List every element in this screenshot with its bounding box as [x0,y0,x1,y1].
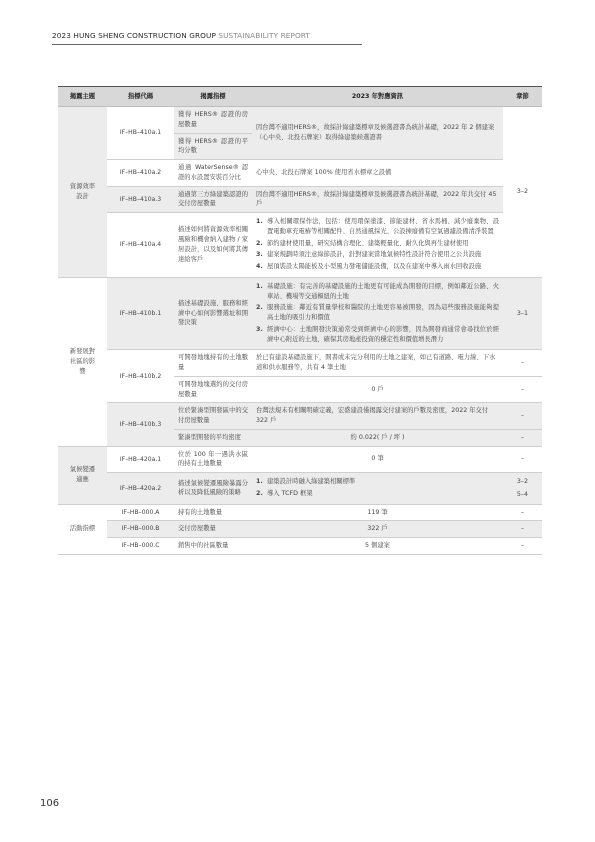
table-row [58,403,542,430]
metric-cell: 描述如何將資源效率相關風險和機會納入建物 / 家居設計，以及如何將其傳達給客戶 [174,213,252,278]
chapter-cell: – [503,376,542,403]
info-cell: 322 戶 [252,521,503,538]
code-cell: IF–HB–410a.1 [107,107,174,160]
list-item [256,262,499,272]
metric-cell: 獲得 HERS® 認證的平均分數 [174,133,252,160]
topic-cell [58,107,107,278]
list-item-text: 節約建材使用量，研究結構合理化、建築輕量化、耐久化與再生建材使用 [267,239,469,247]
code-cell: IF–HB–420a.2 [107,473,174,505]
info-cell: 於已有建設基礎設施下，開書或未完分利用的土地之建案，如已有道路、電力線、下水道和供水服務等，共有 4 筆土地 [252,350,503,377]
code-cell: IF–HB–000.A [107,504,174,521]
list-item-number: 3. [256,325,263,333]
topic-label: 資源效率設計 [69,183,96,200]
info-cell: 0 戶 [252,376,503,403]
chapter-cell: – [503,403,542,430]
list-item-text: 基礎設施：有完善的基礎設施的土地更有可能成為開發的目標，例如鄰近公路、火車站、機場等交通樞紐的土地 [267,282,499,300]
table-header-row [58,87,542,107]
sasb-disclosure-table [58,86,542,555]
info-cell [252,277,503,350]
list-item-text: 建案規劃時須注意綠節設計，針對建案當地氣候特性設計符合使用之公共設施 [267,251,482,259]
table-row [58,107,542,134]
table-row [58,213,542,278]
info-cell: 因台灣不適用HERS®，故採計綠建築標章及候選證書為統計基礎，2022 年共交付 45 戶 [252,186,503,213]
chapter-cell: – [503,446,542,473]
list-item-number: 1. [256,218,263,225]
list-item-number: 4. [256,263,263,270]
list-item-text: 導入相關環保作法，包括：使用環保塗漆、節能建材、省水馬桶、減少廢棄物、設置電動車充電樁等相關配件、自然通風採光、公設揀廢備有空氣過濾設備清淨裝置 [267,218,499,235]
code-cell: IF–HB–000.B [107,521,174,538]
chapter-cell: 3–2 [503,107,542,278]
column-header-topic: 揭露主題 [58,87,107,107]
topic-cell [58,504,107,554]
info-cell: 0 筆 [252,446,503,473]
metric-cell: 獲得 HERS® 認證的房屋數量 [174,107,252,134]
list-item-number: 2. [256,239,263,247]
info-cell [252,213,503,278]
column-header-metric: 揭露指標 [174,87,252,107]
info-cell: 因台灣不適用HERS®，故採計綠建築標章及候選證書為統計基礎，2022 年 2 個建案（心中央、北投石牌案）取得綠建築候選證書 [252,107,503,160]
table-row [58,186,542,213]
report-header [52,31,362,40]
info-cell: 5 個建案 [252,538,503,555]
list-item-text: 屋頂裝設太陽能板及小型風力發電儲能設備，以及在建案中導入雨水回收設施 [267,263,482,270]
list-item-number: 2. [256,304,263,312]
report-header-report: SUSTAINABILITY REPORT [218,31,310,40]
table-row [58,446,542,473]
table-row [58,160,542,187]
info-cell [252,473,503,505]
chapter-cell: – [503,521,542,538]
chapter-cell: – [503,350,542,377]
list-item-number: 2. [256,489,263,497]
list-item [256,477,499,487]
metric-cell: 位於 100 年一遇洪水區的持有土地數量 [174,446,252,473]
table-row [58,538,542,555]
metric-cell: 可開發地塊持有的土地數量 [174,350,252,377]
column-header-code: 指標代碼 [107,87,174,107]
info-cell: 台灣法規未有相關明確定義，宏盛建設僅揭露交付建案的戶數及密度，2022 年交付 322 戶 [252,403,503,430]
table-row [58,350,542,377]
list-item-text: 建築設計時融入綠建築相關標準 [267,478,356,485]
numbered-list [256,282,499,345]
table-row [58,473,542,505]
metric-cell: 通過第三方綠建築認證的交付房屋數量 [174,186,252,213]
numbered-list [256,217,499,272]
metric-cell: 持有的土地數量 [174,504,252,521]
list-item-text: 服務設施：鄰近有質量學校和醫院的土地更容易被開發，因為這些服務設施能夠提高土地的吸引力和價值 [267,304,499,321]
list-item-number: 1. [256,478,263,485]
metric-cell: 通過 WaterSense® 認證的水設置安裝百分比 [174,160,252,187]
topic-cell [58,277,107,446]
metric-cell: 可開發地塊選約的交付房屋數量 [174,376,252,403]
metric-cell: 交付房屋數量 [174,521,252,538]
list-item [256,239,499,249]
topic-label: 氣候變遷適應 [69,466,96,483]
table-row [58,521,542,538]
page-number: 106 [40,798,60,809]
list-item [256,325,499,345]
list-item-number: 1. [256,282,263,290]
metric-cell: 緊湊型開發的平均密度 [174,429,252,446]
header-rule [52,44,362,45]
list-item-text: 導入 TCFD 框架 [267,489,313,497]
code-cell: IF–HB–410a.3 [107,186,174,213]
code-cell: IF–HB–410a.4 [107,213,174,278]
chapter-cell: – [503,538,542,555]
info-cell: 119 筆 [252,504,503,521]
list-item [256,250,499,260]
info-cell: 約 0.022( 戶 / 坪 ) [252,429,503,446]
topic-label: 新發展對社區的影響 [69,348,96,375]
chapter-cell: 3–1 [503,277,542,350]
topic-label: 活動指標 [69,525,96,533]
chapter-ref: 5–4 [516,491,529,499]
column-header-info: 2023 年對應資訊 [252,87,503,107]
code-cell: IF–HB–420a.1 [107,446,174,473]
column-header-chapter: 章節 [503,87,542,107]
chapter-cell: – [503,504,542,521]
topic-cell [58,446,107,504]
report-header-company: 2023 HUNG SHENG CONSTRUCTION GROUP [52,31,216,40]
metric-cell: 位於緊湊型開發區中的交付房屋數量 [174,403,252,430]
chapter-cell [503,473,542,505]
metric-cell: 描述氣候變遷風險暴露分析以及降低風險的策略 [174,473,252,505]
numbered-list [256,477,499,499]
list-item-text: 經濟中心：土地開發決策通常受到經濟中心的影響，因為開發商通常會尋找位於經濟中心附近的土地，確保其房地產投資的穩定性和價值增長潛力 [267,325,499,343]
list-item [256,303,499,323]
chapter-cell: – [503,429,542,446]
chapter-ref: 3–2 [516,477,529,485]
list-item [256,282,499,302]
table-row [58,277,542,350]
info-cell: 心中央、北投石牌案 100% 使用省水標章之設備 [252,160,503,187]
metric-cell: 銷售中的社區數量 [174,538,252,555]
table-row [58,504,542,521]
code-cell: IF–HB–410b.1 [107,277,174,350]
code-cell: IF–HB–410a.2 [107,160,174,187]
list-item-number: 3. [256,251,263,259]
code-cell: IF–HB–000.C [107,538,174,555]
list-item [256,217,499,237]
code-cell: IF–HB–410b.3 [107,403,174,446]
code-cell: IF–HB–410b.2 [107,350,174,403]
list-item [256,489,499,499]
metric-cell: 描述基礎設施、服務和經濟中心如何影響選址和開發決策 [174,277,252,350]
